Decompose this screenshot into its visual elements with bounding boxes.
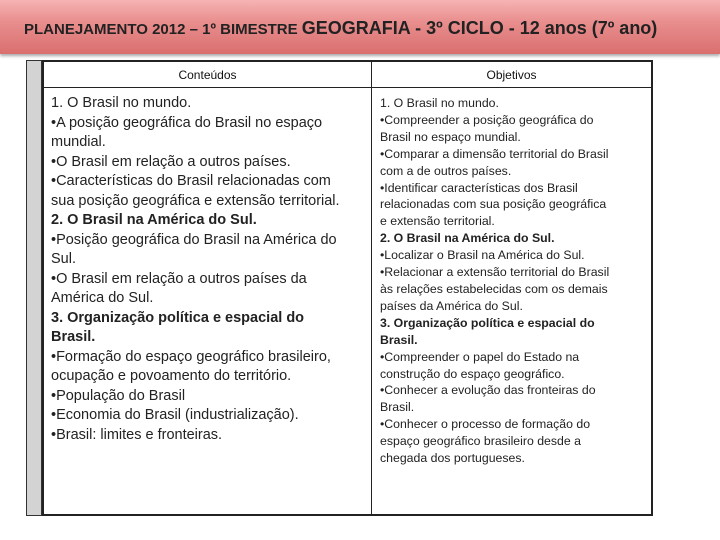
objetivo-line: com a de outros países.: [380, 163, 512, 178]
objetivo-line: •Conhecer a evolução das fronteiras do: [380, 383, 596, 398]
left-margin-strip: [26, 60, 42, 516]
header-conteudos: Conteúdos: [178, 68, 237, 82]
conteudo-line: mundial.: [51, 134, 106, 150]
objetivo-line: às relações estabelecidas com os demais: [380, 281, 608, 296]
objetivo-line: •Comparar a dimensão territorial do Brasil: [380, 146, 609, 161]
header-objetivos: Objetivos: [486, 68, 537, 82]
title-geografia: GEOGRAFIA - 3º CICLO - 12 anos (7º ano): [301, 18, 658, 38]
objetivo-line: chegada dos portugueses.: [380, 451, 525, 466]
header-divider: [44, 87, 651, 88]
conteudo-line: •População do Brasil: [51, 387, 186, 404]
conteudo-line: Brasil.: [51, 329, 96, 345]
objetivo-line: •Compreender o papel do Estado na: [380, 349, 580, 364]
conteudo-line: 2. O Brasil na América do Sul.: [51, 212, 257, 228]
objetivo-line: relacionadas com sua posição geográfica: [380, 197, 607, 212]
objetivo-line: e extensão territorial.: [380, 214, 495, 229]
objetivo-line: espaço geográfico brasileiro desde a: [380, 434, 581, 449]
conteudo-line: •Posição geográfica do Brasil na América do: [51, 231, 337, 248]
objetivo-line: países da América do Sul.: [380, 298, 523, 313]
conteudo-line: •O Brasil em relação a outros países.: [51, 153, 291, 170]
objetivo-line: •Conhecer o processo de formação do: [380, 417, 591, 432]
conteudo-line: ocupação e povoamento do território.: [51, 368, 292, 384]
title-banner: [0, 0, 720, 54]
conteudo-line: •Características do Brasil relacionadas com: [51, 173, 331, 189]
conteudo-line: •Brasil: limites e fronteiras.: [51, 426, 223, 443]
conteudo-line: 1. O Brasil no mundo.: [51, 95, 192, 111]
objetivo-line: •Relacionar a extensão territorial do Brasil: [380, 265, 610, 280]
objetivo-line: •Localizar o Brasil na América do Sul.: [380, 248, 585, 263]
conteudo-line: 3. Organização política e espacial do: [51, 309, 305, 326]
objetivo-line: Brasil no espaço mundial.: [380, 129, 521, 144]
conteudos-column: [51, 94, 369, 445]
objetivo-line: •Identificar características dos Brasil: [380, 180, 578, 195]
objetivo-line: 3. Organização política e espacial do: [380, 315, 595, 330]
conteudo-line: •O Brasil em relação a outros países da: [51, 270, 307, 287]
conteudo-line: Sul.: [51, 251, 76, 267]
objetivo-line: 1. O Brasil no mundo.: [380, 96, 499, 110]
conteudo-line: •A posição geográfica do Brasil no espaço: [51, 114, 323, 131]
objetivo-line: 2. O Brasil na América do Sul.: [380, 231, 555, 246]
planning-table: [42, 60, 653, 516]
column-divider: [371, 62, 372, 514]
conteudo-line: •Economia do Brasil (industrialização).: [51, 407, 299, 423]
objetivo-line: Brasil.: [380, 332, 418, 347]
objetivo-line: construção do espaço geográfico.: [380, 366, 565, 381]
objetivo-line: •Compreender a posição geográfica do: [380, 112, 594, 127]
objetivos-column: [380, 95, 652, 467]
conteudo-line: •Formação do espaço geográfico brasileiro,: [51, 348, 331, 365]
conteudo-line: sua posição geográfica e extensão territorial.: [51, 192, 340, 209]
objetivo-line: Brasil.: [380, 400, 415, 415]
conteudo-line: América do Sul.: [51, 290, 154, 306]
title-planejamento: PLANEJAMENTO 2012 – 1º BIMESTRE: [24, 21, 302, 38]
